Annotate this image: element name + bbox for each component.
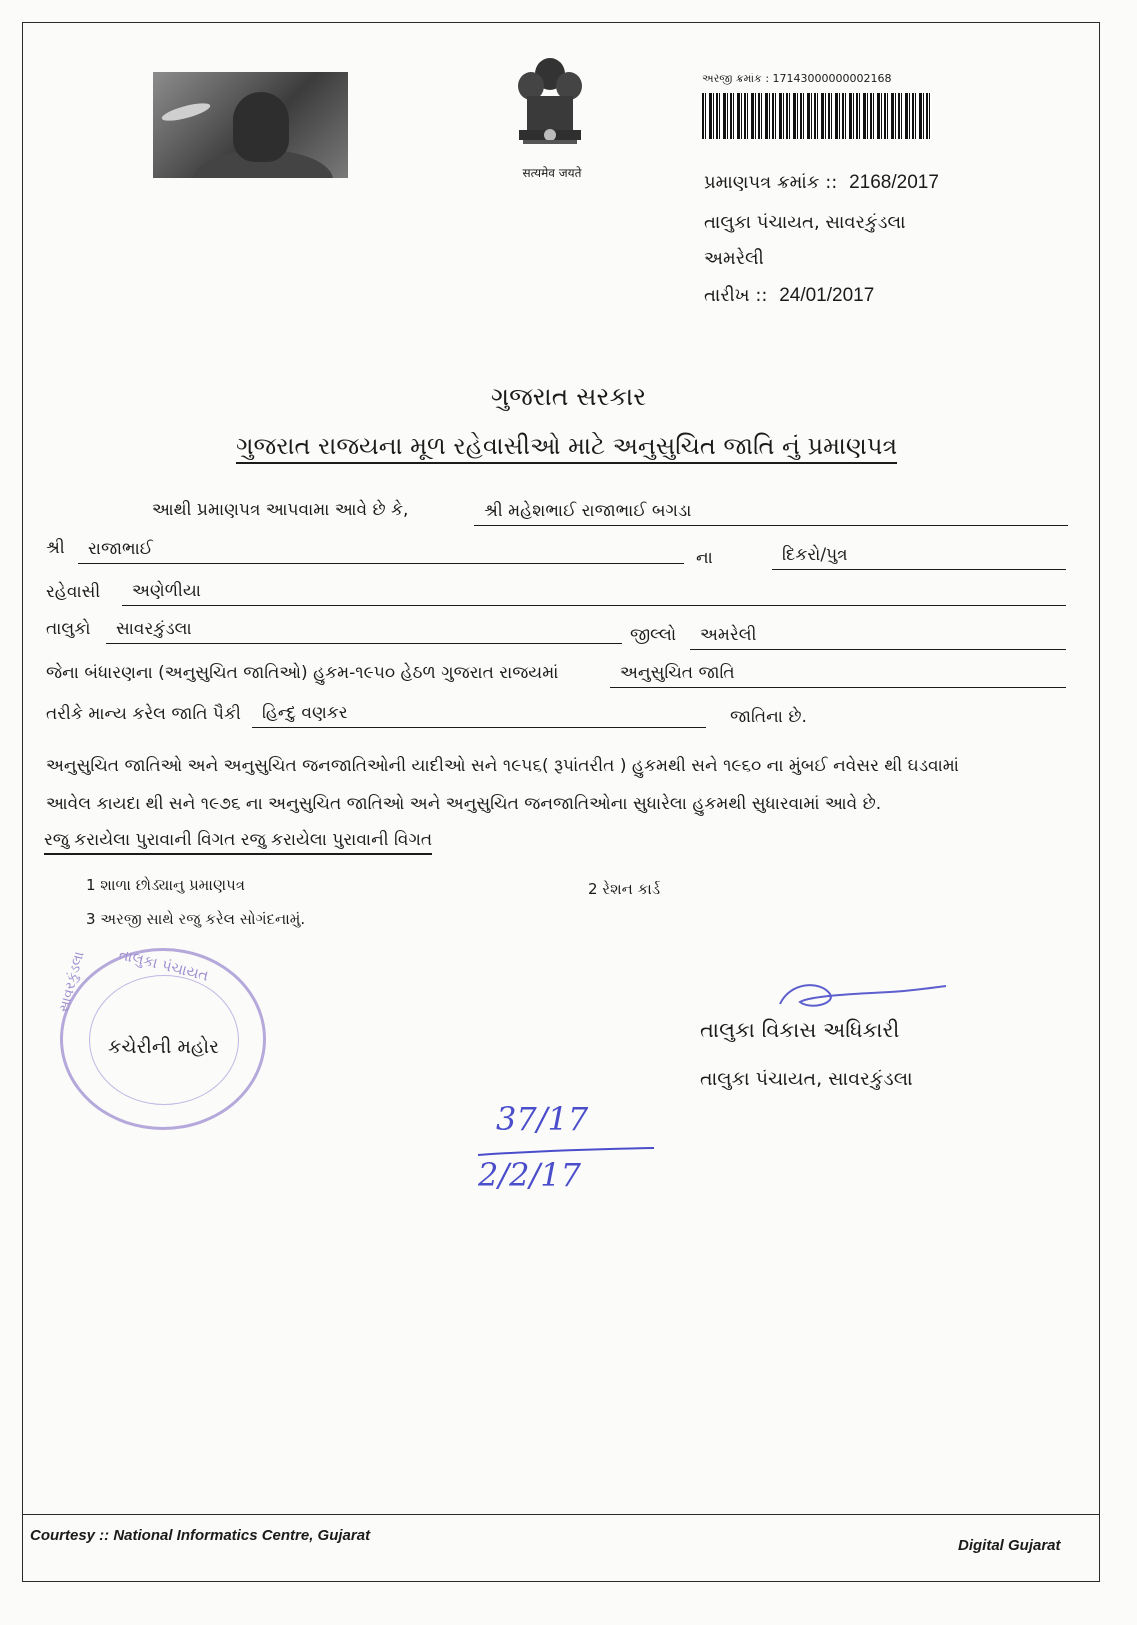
resident-label: રહેવાસી: [46, 582, 101, 602]
shri-label: શ્રી: [46, 538, 65, 558]
certificate-title: ગુજરાત રાજયના મૂળ રહેવાસીઓ માટે અનુસુચિત જાતિ નું પ્રમાણપત્ર: [236, 432, 897, 464]
district: અમરેલી: [690, 622, 1066, 650]
legal-paragraph-line-1: અનુસુચિત જાતિઓ અને અનુસુચિત જનજાતિઓની યાદીઓ સને ૧૯૫૬( રૂપાંતરીત ) હુકમથી સને ૧૯૬૦ ના મુંબઈ નવેસર થી ઘડવામાં: [46, 756, 959, 776]
stamp-ring-side-text: સાવરકુંડલા: [56, 949, 88, 1015]
recognized-label: તરીકે માન્ય કરેલ જાતિ પૈકી: [46, 704, 241, 724]
applicant-photo: [153, 72, 348, 178]
evidence-item-2: 2 રેશન કાર્ડ: [588, 880, 661, 898]
order-label: જેના બંધારણના (અનુસુચિત જાતિઓ) હુકમ-૧૯૫૦ હેઠળ ગુજરાત રાજયમાં: [46, 663, 559, 683]
officer-designation: તાલુકા વિકાસ અધિકારી: [700, 1018, 900, 1042]
legal-paragraph-line-2: આવેલ કાયદા થી સને ૧૯૭૬ ના અનુસુચિત જાતિઓ અને અનુસુચિત જનજાતિઓના સુધારેલા હુકમથી સુધારવામાં આવે છે.: [46, 794, 882, 814]
handwritten-number: 37/17: [496, 1100, 589, 1138]
intro-label: આથી પ્રમાણપત્ર આપવામા આવે છે કે,: [152, 500, 409, 520]
applicant-name: શ્રી મહેશભાઈ રાજાભાઈ બગડા: [474, 498, 1068, 526]
evidence-item-1: 1 શાળા છોડ્યાનુ પ્રમાણપત્ર: [86, 876, 245, 894]
issue-date-label: તારીખ ::: [704, 285, 768, 306]
handwritten-date: 2/2/17: [478, 1156, 581, 1194]
relation: દિકરો/પુત્ર: [772, 542, 1066, 570]
application-number: અરજી ક્રમાંક : 17143000000002168: [702, 72, 892, 85]
district-label: જીલ્લો: [630, 625, 677, 645]
footer-courtesy: Courtesy :: National Informatics Centre, Gujarat: [30, 1527, 371, 1544]
issuing-district: અમરેલી: [704, 248, 764, 269]
caste: હિન્દુ વણકર: [252, 700, 706, 728]
government-title: ગુજરાત સરકાર: [490, 382, 647, 411]
barcode: [702, 93, 932, 139]
caste-suffix: જાતિના છે.: [730, 707, 807, 727]
photo-background-fan: [160, 100, 211, 125]
issue-date: 24/01/2017: [779, 285, 875, 306]
officer-signature-icon: [770, 976, 950, 1020]
certificate-number-label: પ્રમાણપત્ર ક્રમાંક ::: [704, 172, 838, 193]
officer-office: તાલુકા પંચાયત, સાવરકુંડલા: [700, 1068, 913, 1090]
certificate-number: 2168/2017: [849, 172, 939, 193]
evidence-heading: રજુ કરાયેલા પુરાવાની વિગત રજુ કરાયેલા પુરાવાની વિગત: [44, 830, 432, 855]
footer-divider: [22, 1514, 1100, 1515]
na-label: ના: [696, 548, 713, 568]
taluka-label: તાલુકો: [46, 619, 91, 639]
father-name: રાજાભાઈ: [78, 536, 684, 564]
category: અનુસુચિત જાતિ: [610, 660, 1066, 688]
certificate-number-row: [704, 172, 939, 194]
national-emblem-icon: [505, 52, 595, 157]
evidence-item-3: 3 અરજી સાથે રજુ કરેલ સોગંદનામું.: [86, 910, 306, 928]
emblem-motto: सत्यमेव जयते: [522, 166, 582, 180]
footer-brand: Digital Gujarat: [958, 1537, 1061, 1554]
issue-date-row: [704, 285, 874, 307]
office-seal-label: કચેરીની મહોર: [108, 1036, 219, 1058]
photo-head: [233, 92, 289, 162]
issuing-office: તાલુકા પંચાયત, સાવરકુંડલા: [704, 212, 906, 233]
stamp-ring-top-text: તાલુકા પંચાયત: [117, 945, 211, 985]
village: અણેળીયા: [122, 578, 1066, 606]
taluka: સાવરકુંડલા: [106, 616, 622, 644]
